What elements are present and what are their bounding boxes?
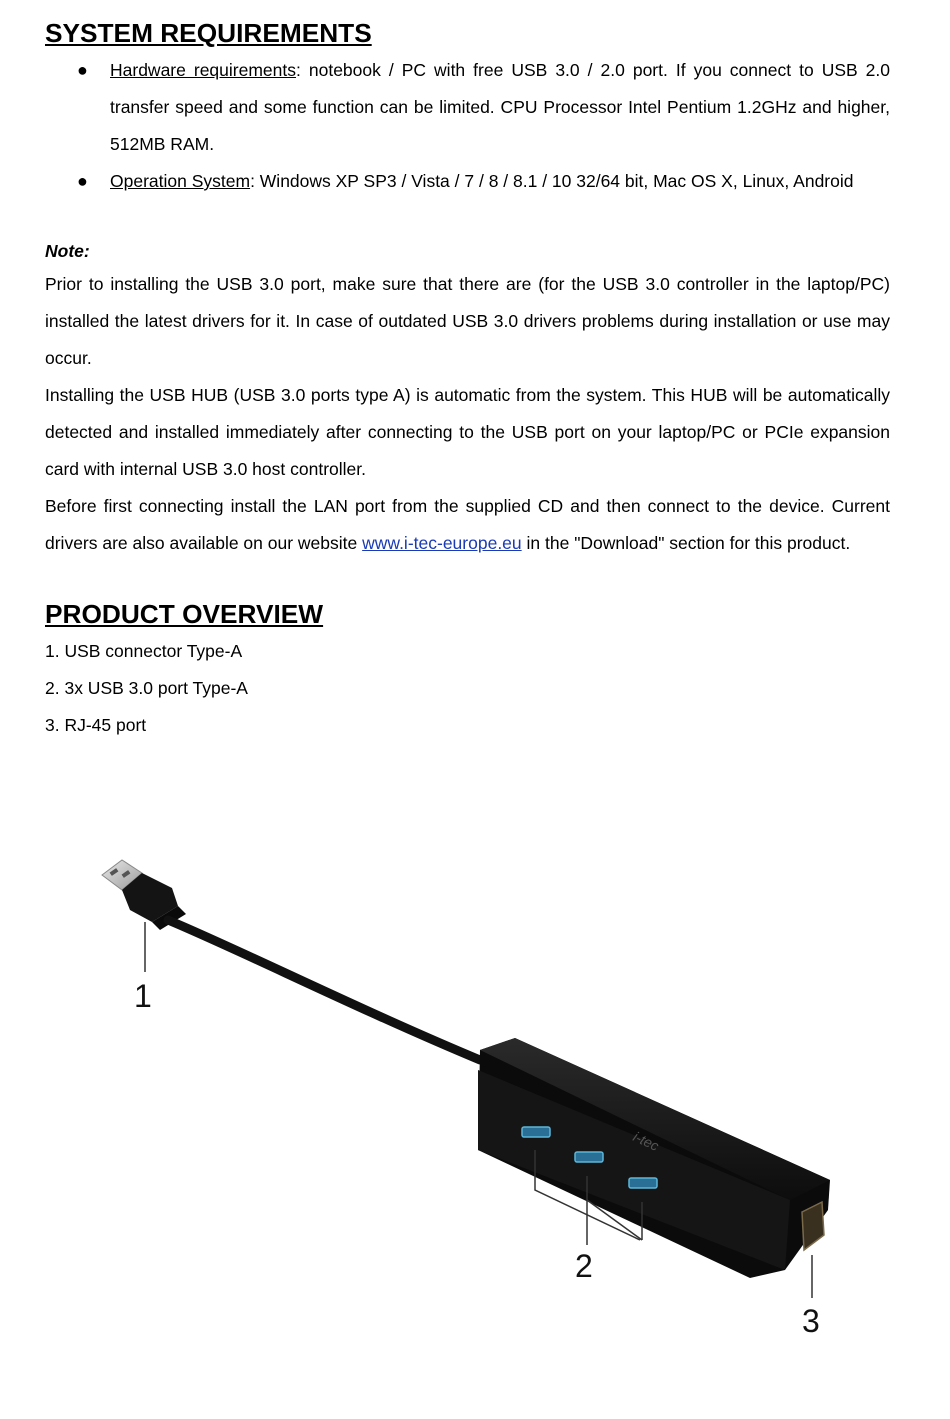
usb-port-icon xyxy=(522,1127,550,1137)
bullet-icon: ● xyxy=(77,60,88,80)
product-overview-heading: PRODUCT OVERVIEW xyxy=(45,599,324,629)
note-title: Note: xyxy=(45,241,90,261)
usb-port-icon xyxy=(575,1152,603,1162)
list-item xyxy=(45,163,890,200)
callout-number-2: 2 xyxy=(575,1248,593,1284)
operation-system-label: Operation System xyxy=(110,171,251,191)
usb-hub-illustration xyxy=(60,840,860,1360)
product-overview-list xyxy=(45,633,890,744)
callout-number-3: 3 xyxy=(802,1303,820,1339)
list-item: 2. 3x USB 3.0 port Type-A xyxy=(45,678,248,698)
requirements-list xyxy=(45,52,890,200)
product-figure xyxy=(60,840,860,1360)
hardware-requirements-text: : notebook / PC with free USB 3.0 / 2.0 port. If you connect to USB 2.0 transfer speed and some function can be limited. CPU Processor Intel Pentium 1.2GHz and higher, 512MB RAM. xyxy=(110,60,890,154)
operation-system-text: : Windows XP SP3 / Vista / 7 / 8 / 8.1 / 10 32/64 bit, Mac OS X, Linux, Android xyxy=(250,171,854,191)
note-paragraph-1: Prior to installing the USB 3.0 port, make sure that there are (for the USB 3.0 controller in the laptop/PC) installed the latest drivers for it. In case of outdated USB 3.0 drivers problems during installation or use may occur. xyxy=(45,274,890,368)
system-requirements-heading: SYSTEM REQUIREMENTS xyxy=(45,18,372,48)
bullet-icon: ● xyxy=(77,171,88,191)
note-paragraph-3-before: Before first connecting install the LAN port from the supplied CD and then connect to the device. Current drivers are also available on our website xyxy=(45,496,890,553)
list-item: 3. RJ-45 port xyxy=(45,715,147,735)
hardware-requirements-label: Hardware requirements xyxy=(110,60,296,80)
document-page xyxy=(45,18,890,744)
usb-port-icon xyxy=(629,1178,657,1188)
note-paragraph-2: Installing the USB HUB (USB 3.0 ports type A) is automatic from the system. This HUB will be automatically detected and installed immediately after connecting to the USB port on your laptop/PC or PCIe expansion card with internal USB 3.0 host controller. xyxy=(45,385,890,479)
cable-icon xyxy=(168,920,480,1060)
list-item xyxy=(45,52,890,163)
note-paragraph-3-after: in the "Download" section for this product. xyxy=(521,533,851,553)
website-link[interactable]: www.i-tec-europe.eu xyxy=(362,533,522,553)
product-overview-section xyxy=(45,599,890,744)
note-paragraph-3 xyxy=(45,488,890,562)
callout-number-1: 1 xyxy=(134,978,152,1014)
brand-logo: i-tec xyxy=(630,1128,662,1154)
hub-body-icon xyxy=(478,1038,830,1278)
list-item: 1. USB connector Type-A xyxy=(45,641,243,661)
